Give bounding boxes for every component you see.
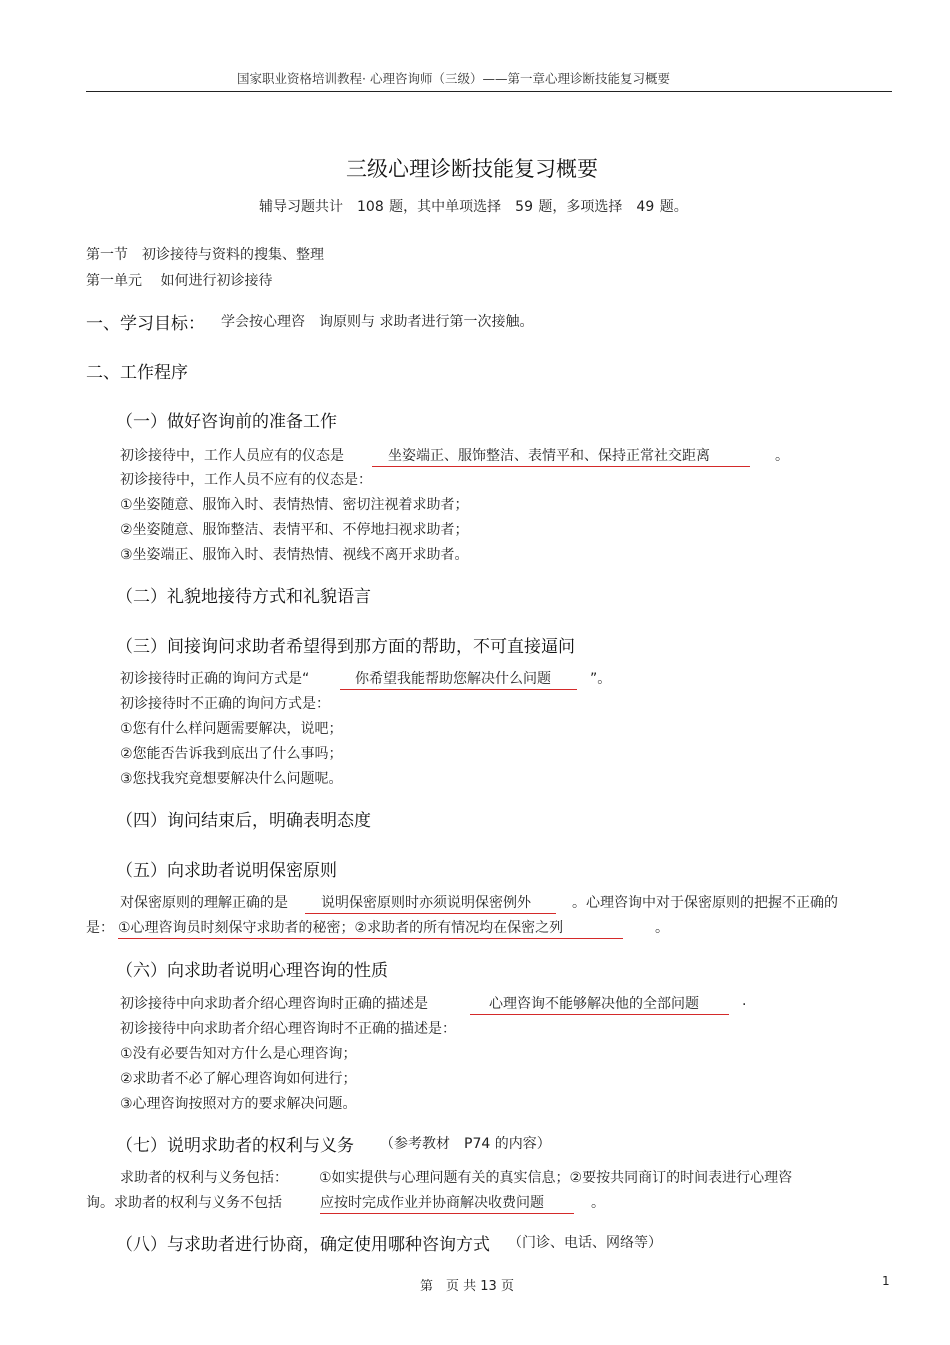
s2-heading: （二）礼貌地接待方式和礼貌语言 <box>116 587 371 607</box>
s1-q1-prefix: 初诊接待中，工作人员应有的仪态是 <box>120 448 344 464</box>
page-number: 1 <box>882 1274 890 1288</box>
page-subtitle: 辅导习题共计 108 题，其中单项选择 59 题，多项选择 49 题。 <box>259 199 688 215</box>
s3-q1-suffix: ”。 <box>590 671 612 687</box>
s5-line2-suffix: 。 <box>655 920 669 936</box>
s4-heading: （四）询问结束后，明确表明态度 <box>116 811 371 831</box>
s3-option-2: ②您能否告诉我到底出了什么事吗； <box>120 746 343 762</box>
s5-line2-prefix: 是： <box>86 920 114 936</box>
s3-option-3: ③您找我究竟想要解决什么问题呢。 <box>120 771 343 787</box>
s5-line1-suffix: 。心理咨询中对于保密原则的把握不正确的 <box>572 895 838 911</box>
s5-heading: （五）向求助者说明保密原则 <box>116 861 337 881</box>
s6-q1-prefix: 初诊接待中向求助者介绍心理咨询时正确的描述是 <box>120 996 428 1012</box>
section-title: 第一节 初诊接待与资料的搜集、整理 <box>86 247 324 263</box>
s6-option-1: ①没有必要告知对方什么是心理咨询； <box>120 1046 357 1062</box>
s7-note: （参考教材 P74 的内容） <box>380 1136 551 1152</box>
s1-option-3: ③坐姿端正、服饰入时、表情热情、视线不离开求助者。 <box>120 547 469 563</box>
s1-heading: （一）做好咨询前的准备工作 <box>116 412 337 432</box>
s7-line1-prefix: 求助者的权利与义务包括： <box>120 1170 288 1186</box>
s7-line2-suffix: 。 <box>591 1195 605 1211</box>
goal-text: 学会按心理咨 询原则与 求助者进行第一次接触。 <box>221 314 534 330</box>
s1-option-1: ①坐姿随意、服饰入时、表情热情、密切注视着求助者； <box>120 497 469 513</box>
s8-heading: （八）与求助者进行协商，确定使用哪种咨询方式 <box>116 1235 490 1255</box>
s6-option-3: ③心理咨询按照对方的要求解决问题。 <box>120 1096 357 1112</box>
s6-q1-answer: 心理咨询不能够解决他的全部问题 <box>470 993 729 1015</box>
s6-heading: （六）向求助者说明心理咨询的性质 <box>116 961 388 981</box>
s1-option-2: ②坐姿随意、服饰整洁、表情平和、不停地扫视求助者； <box>120 522 469 538</box>
header-text: 国家职业资格培训教程· 心理咨询师（三级）——第一章心理诊断技能复习概要 <box>237 71 670 86</box>
s3-q1-prefix: 初诊接待时正确的询问方式是“ <box>120 671 310 687</box>
footer-text: 第 页 共 13 页 <box>420 1279 514 1294</box>
s8-note: （门诊、电话、网络等） <box>508 1235 662 1251</box>
s3-q1-answer: 你希望我能帮助您解决什么问题 <box>340 668 577 690</box>
s7-heading: （七）说明求助者的权利与义务 <box>116 1136 354 1156</box>
page-title: 三级心理诊断技能复习概要 <box>346 157 598 181</box>
s5-line2-answer: ①心理咨询员时刻保守求助者的秘密；②求助者的所有情况均在保密之列 <box>118 917 623 939</box>
s3-q2: 初诊接待时不正确的询问方式是： <box>120 696 330 712</box>
s7-line2-answer: 应按时完成作业并协商解决收费问题 <box>320 1192 574 1214</box>
s1-q1-answer: 坐姿端正、服饰整洁、表情平和、保持正常社交距离 <box>372 445 750 467</box>
s6-option-2: ②求助者不必了解心理咨询如何进行； <box>120 1071 357 1087</box>
unit-title: 第一单元 如何进行初诊接待 <box>86 273 273 289</box>
s3-option-1: ①您有什么样问题需要解决，说吧； <box>120 721 343 737</box>
s6-q2: 初诊接待中向求助者介绍心理咨询时不正确的描述是： <box>120 1021 456 1037</box>
s1-q1-suffix: 。 <box>775 448 789 464</box>
procedure-heading: 二、工作程序 <box>86 363 188 383</box>
s1-q2: 初诊接待中，工作人员不应有的仪态是： <box>120 472 372 488</box>
goal-heading: 一、学习目标： <box>86 314 205 334</box>
s5-line1-prefix: 对保密原则的理解正确的是 <box>120 895 288 911</box>
s7-line2-prefix: 询。求助者的权利与义务不包括 <box>86 1195 282 1211</box>
header-rule <box>86 91 892 92</box>
s3-heading: （三）间接询问求助者希望得到那方面的帮助，不可直接逼问 <box>116 637 575 657</box>
s6-q1-suffix: . <box>742 993 747 1009</box>
s5-line1-answer: 说明保密原则时亦须说明保密例外 <box>305 892 556 914</box>
s7-line1-text: ①如实提供与心理问题有关的真实信息；②要按共同商订的时间表进行心理咨 <box>319 1170 793 1186</box>
